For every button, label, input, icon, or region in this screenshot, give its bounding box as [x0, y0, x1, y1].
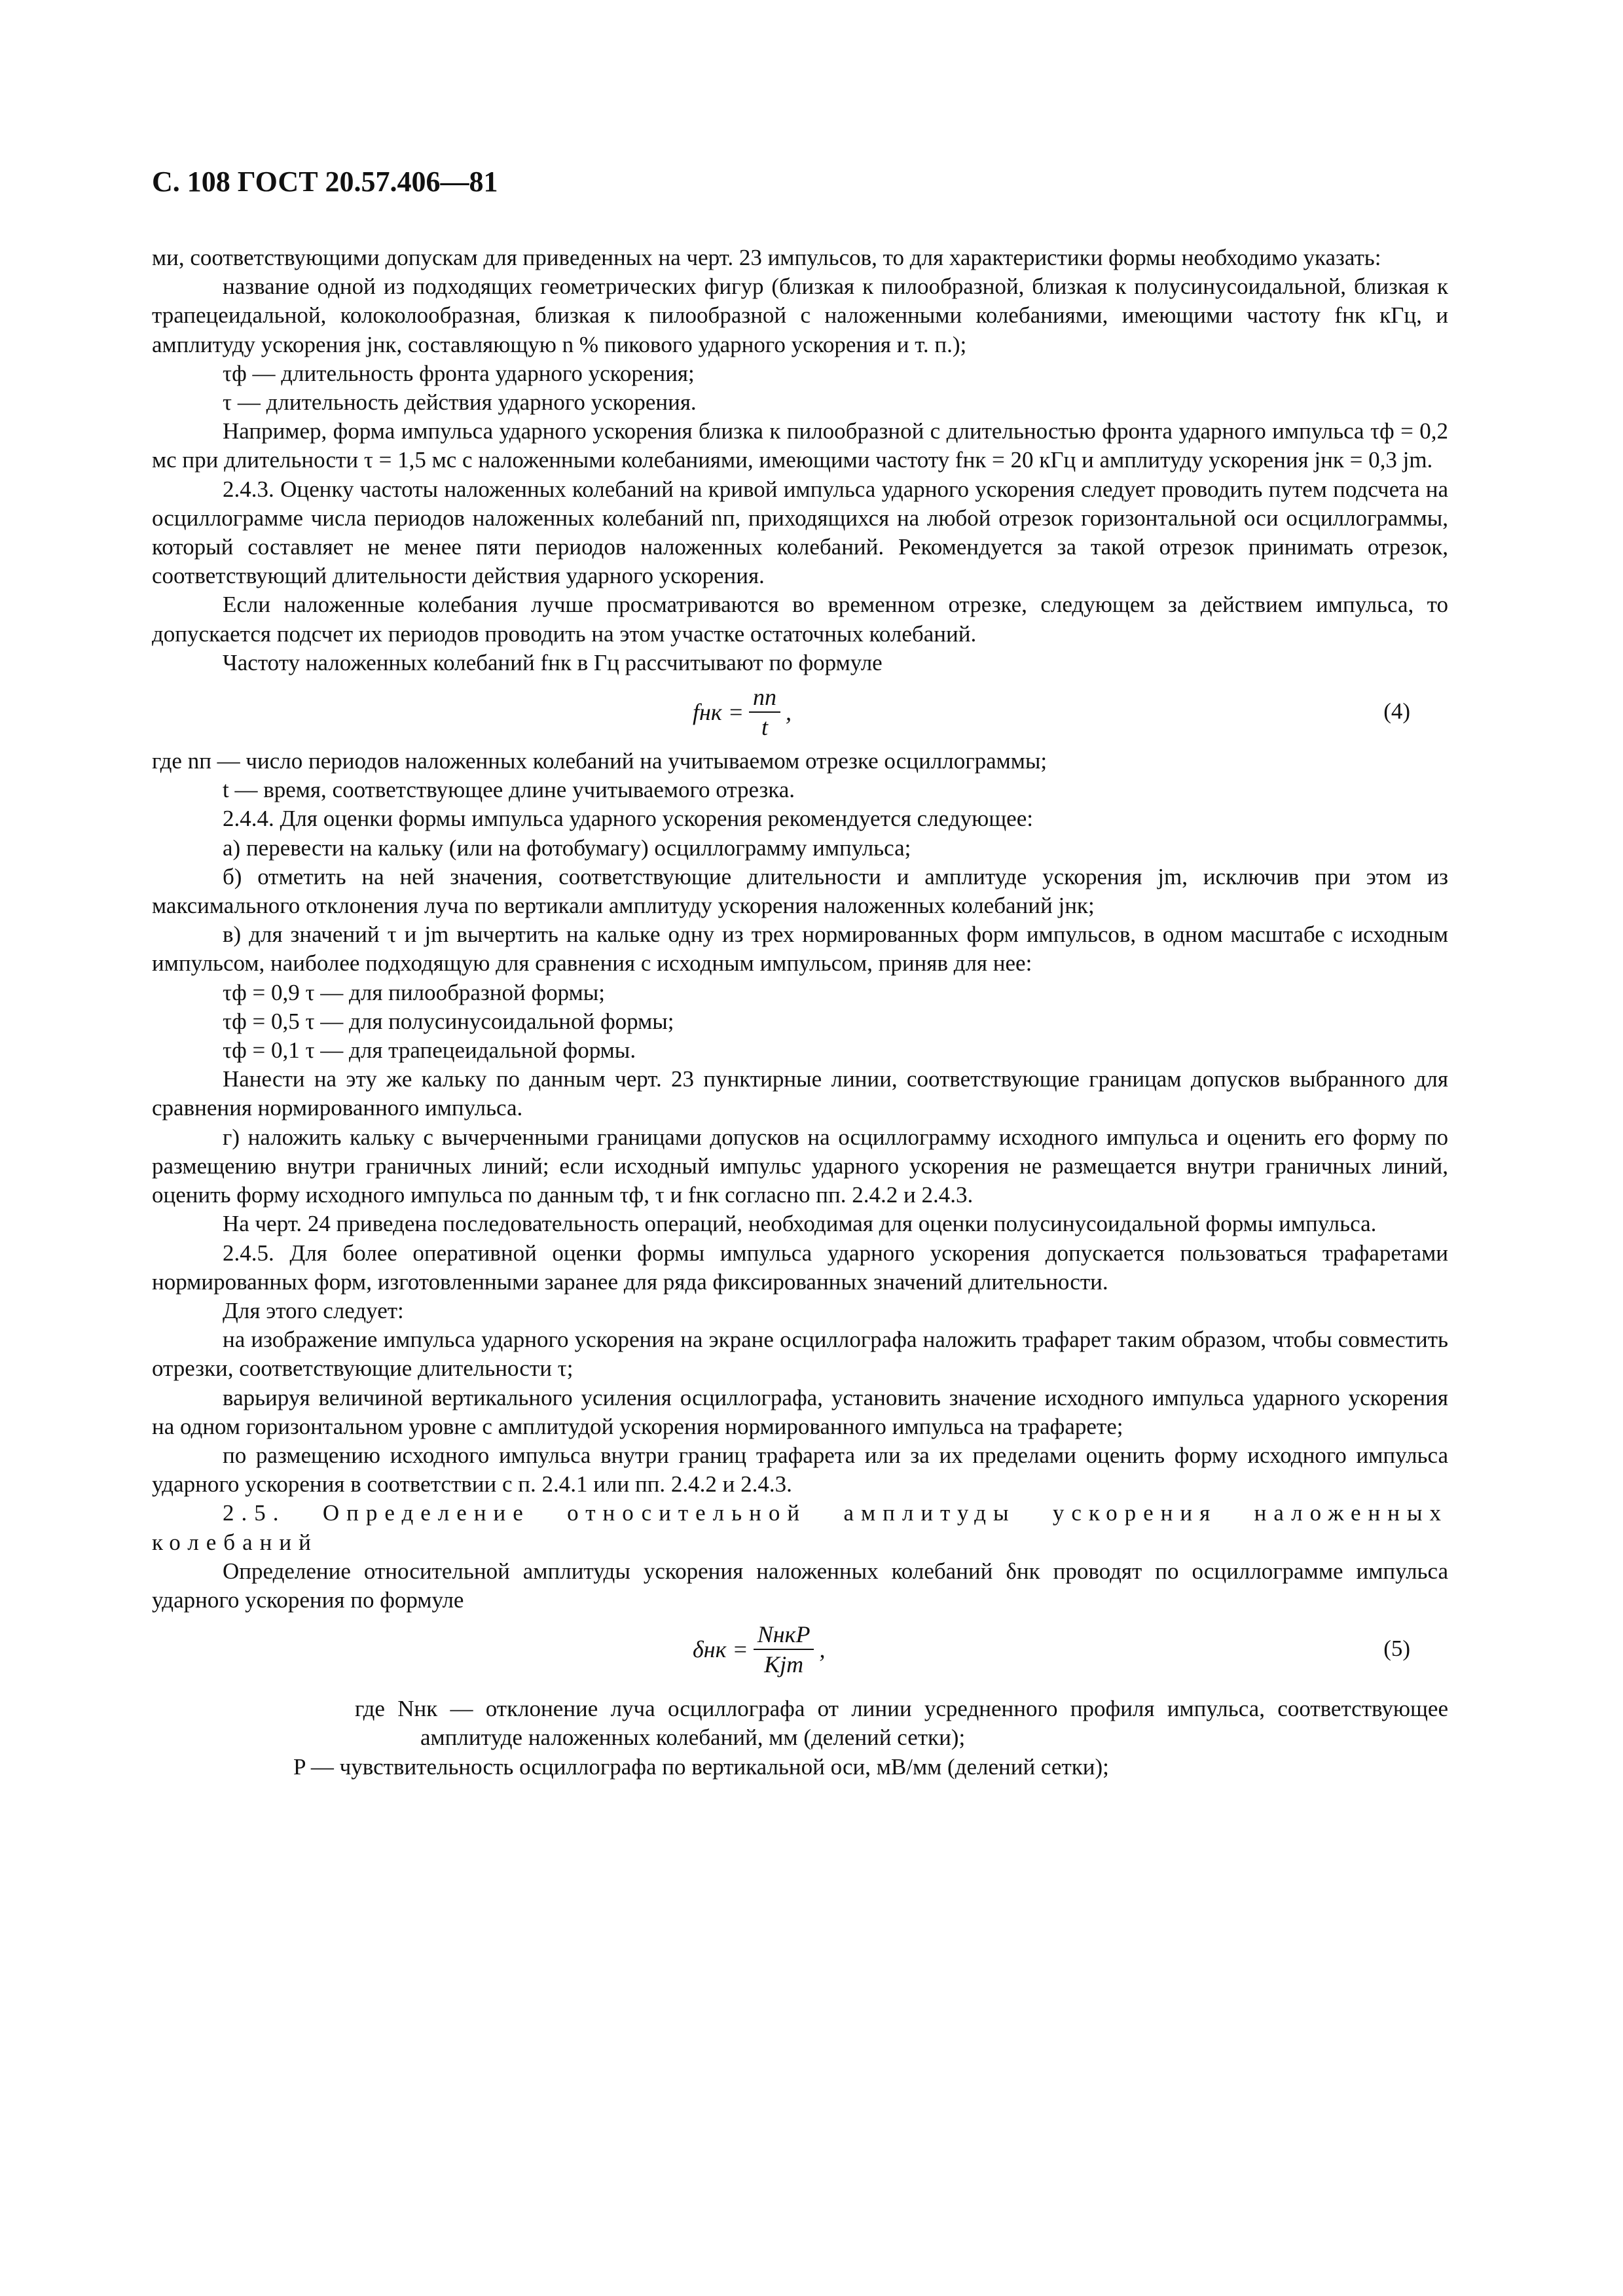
paragraph: б) отметить на ней значения, соответствующие длительности и амплитуде ускорения jm, исключив при этом из максимального отклонения луча по вертикали амплитуду ускорения наложенных колебаний jнк; — [152, 863, 1448, 919]
paragraph: τф = 0,9 τ — для пилообразной формы; — [223, 979, 606, 1005]
paragraph: Нанести на эту же кальку по данным черт. 23 пунктирные линии, соответствующие границам допусков выбранного для сравнения нормированного импульса. — [152, 1066, 1448, 1121]
paragraph: 2.4.3. Оценку частоты наложенных колебаний на кривой импульса ударного ускорения следует проводить путем подсчета на осциллограмме числа периодов наложенных колебаний nп, приходящихся на любой отрезок горизонтальной оси осциллограммы, который составляет не менее пяти периодов наложенных колебаний. Рекомендуется за такой отрезок принимать отрезок, соответствующий длительности действия ударного ускорения. — [152, 476, 1448, 589]
paragraph: Если наложенные колебания лучше просматриваются во временном отрезке, следующем за действием импульса, то допускается подсчет их периодов проводить на этом участке остаточных колебаний. — [152, 592, 1448, 647]
paragraph: по размещению исходного импульса внутри границ трафарета или за их пределами оценить форму исходного импульса ударного ускорения в соответствии с п. 2.4.1 или пп. 2.4.2 и 2.4.3. — [152, 1442, 1448, 1498]
paragraph: варьируя величиной вертикального усиления осциллографа, установить значение исходного импульса ударного ускорения на одном горизонтальном уровне с амплитудой ускорения нормированного импульса на трафарете; — [152, 1384, 1448, 1439]
formula-4-tail: , — [786, 698, 792, 725]
paragraph: τ — длительность действия ударного ускорения. — [223, 389, 697, 416]
paragraph: а) перевести на кальку (или на фотобумагу) осциллограмму импульса; — [223, 834, 911, 861]
paragraph: 2.5. Определение относительной амплитуды ускорения наложенных колебаний — [152, 1500, 1448, 1555]
paragraph: в) для значений τ и jm вычертить на кальке одну из трех нормированных форм импульсов, в одном масштабе с исходным импульсом, наиболее подходящую для сравнения с исходным импульсом, приняв для нее: — [152, 922, 1448, 977]
paragraph: t — время, соответствующее длине учитываемого отрезка. — [223, 777, 795, 803]
formula-5-lhs: δнк = — [693, 1636, 748, 1663]
formula-4-denominator: t — [761, 714, 768, 741]
formula-5 — [152, 1615, 1448, 1695]
paragraph: P — чувствительность осциллографа по вертикальной оси, мВ/мм (делений сетки); — [293, 1753, 1109, 1780]
formula-4-lhs: fнк = — [693, 698, 744, 725]
formula-5-number: (5) — [1383, 1636, 1410, 1662]
paragraph: на изображение импульса ударного ускорения на экране осциллографа наложить трафарет таким образом, чтобы совместить отрезки, соответствующие длительности τ; — [152, 1327, 1448, 1382]
formula-4-numerator: nп — [749, 684, 780, 713]
paragraph: 2.4.5. Для более оперативной оценки формы импульса ударного ускорения допускается пользоваться трафаретами нормированных форм, изготовленными заранее для ряда фиксированных значений длительности. — [152, 1240, 1448, 1295]
paragraph: Определение относительной амплитуды ускорения наложенных колебаний δнк проводят по осциллограмме импульса ударного ускорения по формуле — [152, 1558, 1448, 1613]
paragraph: Для этого следует: — [223, 1297, 404, 1323]
paragraph: где nп — число периодов наложенных колебаний на учитываемом отрезке осциллограммы; — [152, 748, 1048, 774]
formula-5-tail: , — [819, 1636, 826, 1663]
paragraph: где Nнк — отклонение луча осциллографа от линии усредненного профиля импульса, соответствующее амплитуде наложенных колебаний, мм (делений сетки); — [355, 1696, 1448, 1751]
formula-5-fraction — [754, 1621, 814, 1677]
text-section-2 — [152, 747, 1448, 1615]
paragraph: τф = 0,5 τ — для полусинусоидальной формы; — [223, 1008, 674, 1034]
paragraph: Частоту наложенных колебаний fнк в Гц рассчитывают по формуле — [223, 649, 883, 675]
formula-5-denominator: Kjm — [764, 1651, 804, 1678]
paragraph: название одной из подходящих геометрических фигур (близкая к пилообразной, близкая к полусинусоидальной, близкая к трапецеидальной, колоколообразная, близкая к пилообразной с наложенными колебаниями, имеющими частоту fнк кГц, и амплитуду ускорения jнк, составляющую n % пикового ударного ускорения и т. п.); — [152, 274, 1448, 357]
paragraph: Например, форма импульса ударного ускорения близка к пилообразной с длительностью фронта ударного импульса τф = 0,2 мс при длительности τ = 1,5 мс с наложенными колебаниями, имеющими частоту fнк = 20 кГц и амплитуду ускорения jнк = 0,3 jm. — [152, 418, 1448, 473]
formula-4-fraction — [749, 684, 780, 740]
text-section-3 — [152, 1695, 1448, 1782]
formula-4 — [152, 677, 1448, 747]
paragraph: г) наложить кальку с вычерченными границами допусков на осциллограмму исходного импульса и оценить его форму по размещению внутри граничных линий; если исходный импульс ударного ускорения не размещается внутри граничных линий, оценить форму исходного импульса по данным τф, τ и fнк согласно пп. 2.4.2 и 2.4.3. — [152, 1124, 1448, 1208]
formula-5-numerator: NнкP — [754, 1621, 814, 1650]
paragraph: τф = 0,1 τ — для трапецеидальной формы. — [223, 1037, 636, 1064]
page-header: С. 108 ГОСТ 20.57.406—81 — [152, 166, 498, 198]
paragraph: τф — длительность фронта ударного ускорения; — [223, 360, 695, 386]
document-body — [152, 243, 1448, 1782]
paragraph: 2.4.4. Для оценки формы импульса ударного ускорения рекомендуется следующее: — [223, 806, 1033, 832]
paragraph: На черт. 24 приведена последовательность операций, необходимая для оценки полусинусоидальной формы импульса. — [223, 1211, 1377, 1237]
paragraph: ми, соответствующими допускам для приведенных на черт. 23 импульсов, то для характеристики формы необходимо указать: — [152, 245, 1381, 270]
text-section-1 — [152, 243, 1448, 677]
formula-4-number: (4) — [1383, 698, 1410, 725]
